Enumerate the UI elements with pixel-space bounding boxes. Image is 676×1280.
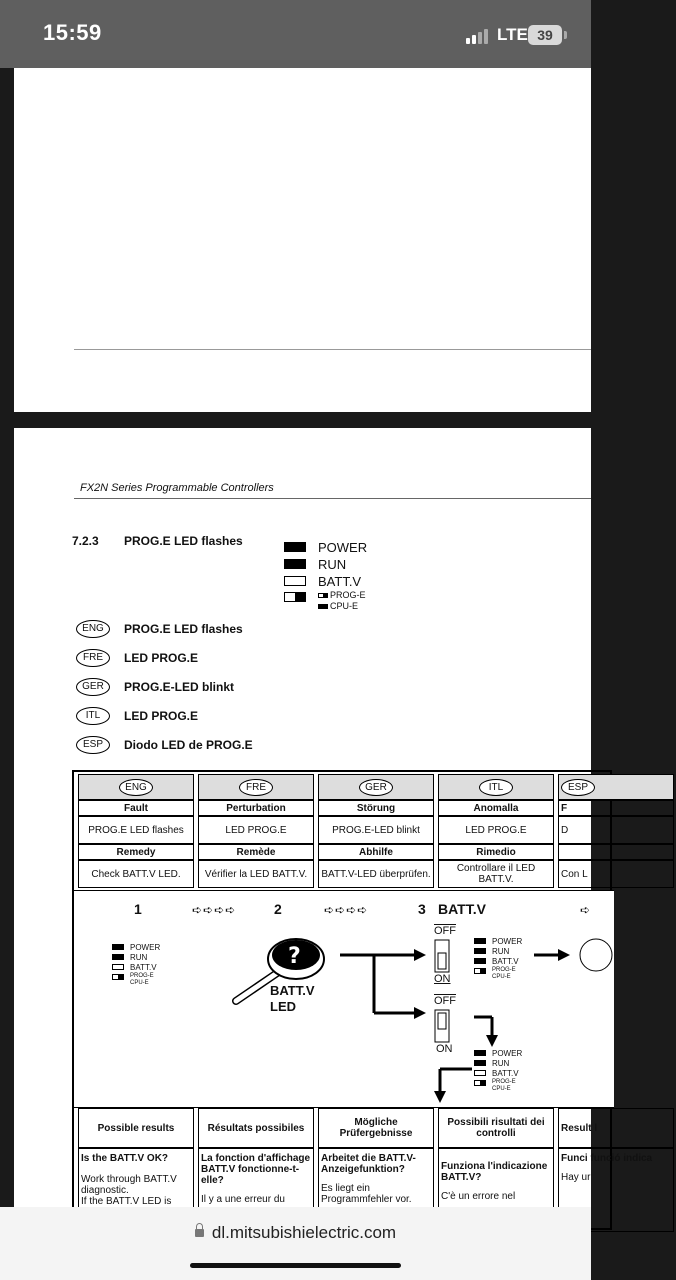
page-footer-rule bbox=[74, 349, 591, 350]
step-arrows: ➪ bbox=[580, 903, 592, 917]
signal-strength-icon bbox=[466, 28, 492, 44]
document-page: FX2N Series Programmable Controllers 7.2.3 PROG.E LED flashes POWER RUN BATT.V PROG-E CPU-E ENG PROG.E LED flashes FRE LED PROG.E GER PROG.E-LED blinkt ITL LED PROG.E ESP Diodo LED de PROG.E ENG Fault PROG.E LED flashes Remedy Check BATT.V LED. Possible results Is the BATT.V OK? Work through BATT.V diagnostic. If the BATT.V LED is FRE Perturbation LED PROG.E Remède Vérifier la LED BATT.V. Résultats possibiles La fonction d'affichage BATT.V fonctionne-t-elle? Il y a une erreur du GER Störung PROG.E-LED blinkt Abhilfe BATT.V-LED überprüfen. Mögliche Prüfergebnisse Arbeitet die BATT.V-Anzeigefunktion? Es liegt ein Programmfehler vor. ITL Anomalla LED PROG.E Rimedio Controllare il LED BATT.V. Possibili risultati dei controlli Funziona l'indicazione BATT.V? C'è un errore nel ESP F D Con L Result l Funci funció indica Hay ur 1 ➪➪➪➪ 2 ➪➪➪➪ 3 BATT.V ➪ POWER RUN BATT.V PROG-E CPU-E ? BATT.V LED $\overline{OFF}$ ON $\overline{OFF}$ ON POWER RUN BATT.V PROG-E CPU-E POWER RUN BATT.V PROG-E CPU-E bbox=[14, 428, 591, 1228]
step3-led-legend-b: POWER RUN BATT.V PROG-E CPU-E bbox=[474, 1049, 544, 1095]
section-number: 7.2.3 bbox=[72, 534, 99, 548]
legend-cpue: CPU-E bbox=[330, 601, 359, 611]
branch-arrows bbox=[338, 941, 428, 1031]
switch-on-icon bbox=[434, 939, 450, 973]
batt-led-label-2: LED bbox=[270, 999, 296, 1014]
switch1-off: $\overline{OFF}$ bbox=[434, 925, 456, 937]
legend-run: RUN bbox=[318, 557, 347, 572]
table-column-esp: ESP F D Con L Result l Funci funció indica Hay ur bbox=[556, 772, 676, 1228]
batt-led-icon bbox=[284, 576, 306, 586]
legend-proge: PROG-E bbox=[330, 590, 366, 600]
network-type: LTE bbox=[497, 25, 528, 44]
circle-partial-icon bbox=[574, 937, 614, 973]
step1-led-legend: POWER RUN BATT.V PROG-E CPU-E bbox=[112, 943, 182, 993]
table-column-itl: ITL Anomalla LED PROG.E Rimedio Controllare il LED BATT.V. Possibili risultati dei controlli Funziona l'indicazione BATT.V? C'è un errore nel bbox=[436, 772, 556, 1228]
url-display[interactable] bbox=[0, 1223, 591, 1243]
switch-off-icon bbox=[434, 1009, 450, 1043]
legend-power: POWER bbox=[318, 540, 368, 555]
step-1: 1 bbox=[134, 901, 142, 917]
home-indicator[interactable] bbox=[190, 1263, 401, 1268]
step-3: 3 bbox=[418, 901, 426, 917]
document-page-previous bbox=[14, 68, 591, 412]
step-3-label: BATT.V bbox=[438, 901, 486, 917]
table-column-eng: ENG Fault PROG.E LED flashes Remedy Check BATT.V LED. Possible results Is the BATT.V OK? Work through BATT.V diagnostic. If the BATT.V LED is bbox=[76, 772, 196, 1228]
power-led-icon bbox=[284, 542, 306, 552]
lock-icon bbox=[195, 1229, 204, 1237]
svg-text:?: ? bbox=[288, 944, 301, 969]
step-arrows: ➪➪➪➪ bbox=[324, 903, 369, 917]
switch2-off: $\overline{OFF}$ bbox=[434, 995, 456, 1007]
switch1-on: ON bbox=[434, 973, 451, 985]
run-led-icon bbox=[284, 559, 306, 569]
prog-e-led-icon bbox=[284, 592, 306, 602]
section-title: PROG.E LED flashes bbox=[124, 534, 243, 548]
step3-led-legend-a: POWER RUN BATT.V PROG-E CPU-E bbox=[474, 937, 544, 983]
batt-led-label: BATT.V bbox=[270, 983, 315, 998]
diagnostic-flow bbox=[74, 890, 614, 1108]
switch2-on: ON bbox=[436, 1043, 453, 1055]
status-bar bbox=[0, 0, 591, 68]
down-arrow-icon bbox=[472, 1013, 502, 1049]
legend-batt: BATT.V bbox=[318, 574, 362, 589]
browser-address-bar[interactable] bbox=[0, 1207, 591, 1280]
led-legend bbox=[284, 542, 404, 612]
table-column-fre: FRE Perturbation LED PROG.E Remède Vérifier la LED BATT.V. Résultats possibiles La fonction d'affichage BATT.V fonctionne-t-elle? Il y a une erreur du bbox=[196, 772, 316, 1228]
document-header: FX2N Series Programmable Controllers bbox=[80, 482, 274, 494]
left-down-arrow-icon bbox=[434, 1065, 474, 1105]
table-column-ger: GER Störung PROG.E-LED blinkt Abhilfe BATT.V-LED überprüfen. Mögliche Prüfergebnisse Arbeitet die BATT.V-Anzeigefunktion? Es liegt ein Programmfehler vor. bbox=[316, 772, 436, 1228]
step-arrows: ➪➪➪➪ bbox=[192, 903, 237, 917]
right-arrow-icon bbox=[534, 947, 570, 963]
clock: 15:59 bbox=[43, 20, 102, 45]
header-rule bbox=[74, 498, 591, 499]
battery-tip bbox=[564, 31, 567, 39]
battery-icon: 39 bbox=[528, 25, 562, 45]
step-2: 2 bbox=[274, 901, 282, 917]
url-text: dl.mitsubishielectric.com bbox=[211, 1223, 397, 1242]
troubleshooting-table bbox=[72, 770, 653, 1230]
